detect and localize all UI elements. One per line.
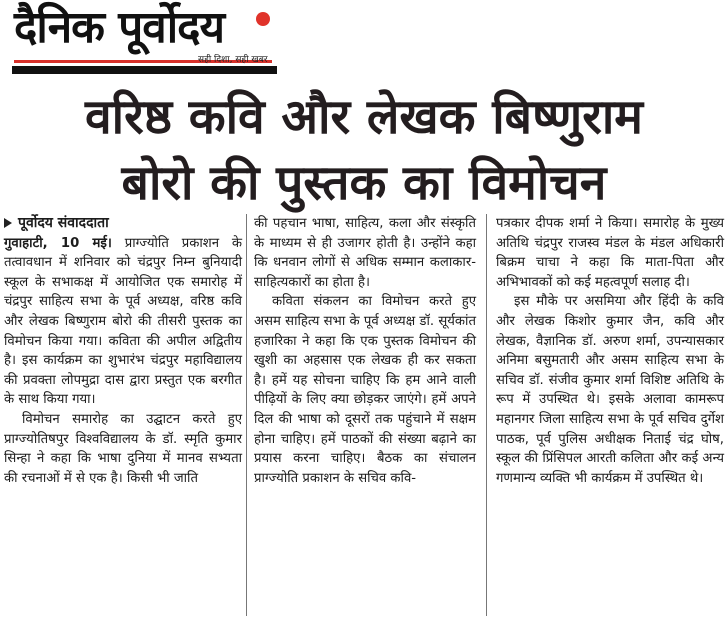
paragraph: की पहचान भाषा, साहित्य, कला और संस्कृति के माध्यम से ही उजागर होती है। उन्होंने कहा कि धनवान लोगों से अधिक सम्मान कलाकार-साहित्यकारों का होता है। [254,216,476,290]
byline: पूर्वोदय संवाददाता [4,214,242,234]
masthead-underbar [12,66,277,74]
dateline: गुवाहाटी, 10 मई। [4,235,112,251]
paragraph: विमोचन समारोह का उद्घाटन करते हुए प्राग्ज्योतिषपुर विश्वविद्यालय के डॉ. स्मृति कुमार सिन्हा ने कहा कि भाषा दुनिया में मानव सभ्यता की रचनाओं में से एक है। किसी भी जाति [4,411,242,486]
article-column-2 [254,214,476,488]
paragraph: कविता संकलन का विमोचन करते हुए असम साहित्य सभा के पूर्व अध्यक्ष डॉ. सूर्यकांत हजारिका ने कहा कि एक पुस्तक विमोचन की खुशी का अहसास एक लेखक ही कर सकता है। हमें यह सोचना चाहिए कि हम आने वाली पीढ़ियों के लिए क्या छोड़कर जाएंगे। हमें अपने दिल की भाषा को दूसरों तक पहुंचाने में सक्षम होना चाहिए। हमें पाठकों की संख्या बढ़ाने का प्रयास करना चाहिए। बैठक का संचालन प्राग्ज्योति प्रकाशन के सचिव कवि- [254,294,476,486]
article-column-1 [4,214,242,488]
article-body [4,214,724,616]
arrow-icon [4,218,12,228]
article-headline [0,84,728,216]
paragraph: इस मौके पर असमिया और हिंदी के कवि और लेखक किशोर कुमार जैन, कवि और लेखक, वैज्ञानिक डॉ. अरुण शर्मा, उपन्यासकार अनिमा बसुमतारी और असम साहित्य सभा के सचिव डॉ. संजीव कुमार शर्मा विशिष्ट अतिथि के रूप में उपस्थित थे। इसके अलावा कामरूप महानगर जिला साहित्य सभा के पूर्व सचिव दुर्गेश पाठक, पूर्व पुलिस अधीक्षक निताई चंद्र घोष, स्कूल की प्रिंसिपल आरती कलिता और कई अन्य गणमान्य व्यक्ति भी कार्यक्रम में उपस्थित थे। [496,294,724,486]
headline-line-2: बोरो की पुस्तक का विमोचन [121,155,607,211]
paragraph: पत्रकार दीपक शर्मा ने किया। समारोह के मुख्य अतिथि चंद्रपुर राजस्व मंडल के मंडल अधिकारी बिक्रम चाचा ने कहा कि माता-पिता और अभिभावकों को कई महत्वपूर्ण सलाह दी। [496,216,724,290]
headline-line-1: वरिष्ठ कवि और लेखक बिष्णुराम [84,89,644,145]
newspaper-logo: दैनिक पूर्वोदय [14,2,225,53]
paragraph: गुवाहाटी, 10 मई। प्राग्ज्योति प्रकाशन के तत्वावधान में शनिवार को चंद्रपुर निम्न बुनियादी स्कूल के सभाकक्ष में आयोजित एक समारोह में चंद्रपुर साहित्य सभा के पूर्व अध्यक्ष, वरिष्ठ कवि और लेखक बिष्णुराम बोरो की तीसरी पुस्तक का विमोचन किया गया। कविता की अपील अद्वितीय है। इस कार्यक्रम का शुभारंभ चंद्रपुर महाविद्यालय की प्रवक्ता लोपमुद्रा दास द्वारा प्रस्तुत एक बरगीत के साथ किया गया। [4,235,242,408]
masthead [0,0,728,74]
sun-icon [256,12,270,26]
article-column-3 [496,214,724,488]
masthead-tagline: सही दिशा, सही खबर [198,55,268,65]
